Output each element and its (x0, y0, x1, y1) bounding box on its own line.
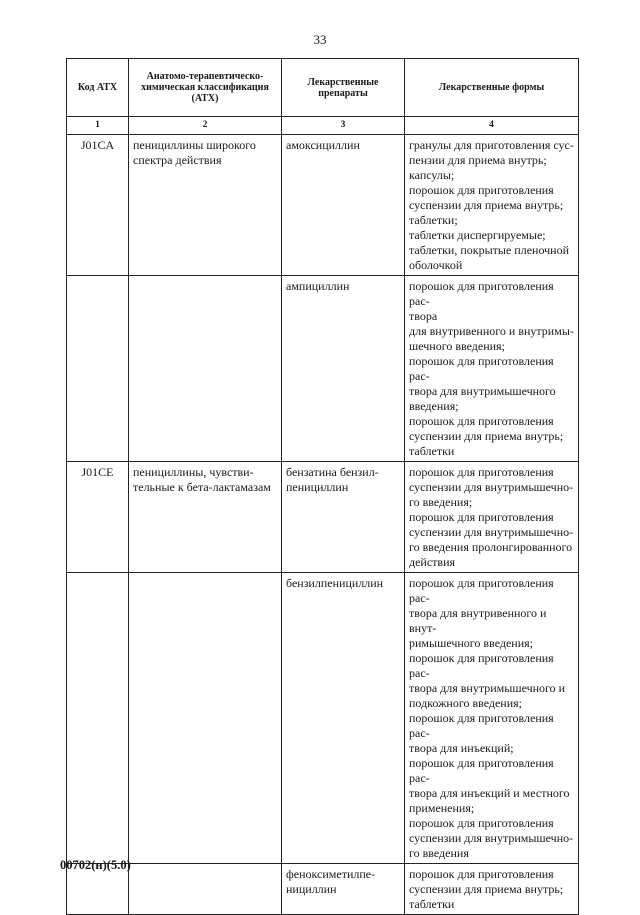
table-row (67, 573, 579, 864)
dosage-form-line: капсулы; (409, 168, 455, 182)
dosage-form-line: подкожного введения; (409, 696, 522, 710)
dosage-forms-cell (405, 573, 579, 864)
classification-cell: пенициллины, чувстви-тельные к бета-лактамазам (129, 462, 282, 573)
dosage-form-line: оболочкой (409, 258, 463, 272)
atc-code-cell (67, 573, 129, 864)
dosage-form-line: суспензии для приема внутрь; (409, 429, 564, 443)
column-number: 2 (129, 117, 282, 135)
dosage-form-line: суспензии для внутримышечно- (409, 480, 574, 494)
drug-cell: амоксициллин (282, 135, 405, 276)
header-atc-code: Код АТХ (67, 59, 129, 117)
column-number: 3 (282, 117, 405, 135)
classification-cell: пенициллины широкого спектра действия (129, 135, 282, 276)
dosage-form-line: порошок для приготовления (409, 816, 554, 830)
dosage-form-line: суспензии для внутримышечно- (409, 525, 574, 539)
dosage-form-line: порошок для приготовления (409, 510, 554, 524)
document-code: 00702(н)(5.0) (60, 858, 131, 872)
drug-table (66, 58, 579, 915)
dosage-form-line: порошок для приготовления рас- (409, 354, 554, 383)
drug-cell: ампициллин (282, 276, 405, 462)
atc-code-cell: J01CE (67, 462, 129, 573)
dosage-forms-cell (405, 276, 579, 462)
table-row (67, 135, 579, 276)
table-row (67, 462, 579, 573)
classification-cell (129, 864, 282, 915)
dosage-form-line: твора (409, 309, 438, 323)
table-header-row (67, 59, 579, 117)
dosage-form-line: твора для внутримышечного (409, 384, 556, 398)
classification-cell (129, 276, 282, 462)
page-number: 33 (313, 32, 327, 47)
dosage-form-line: суспензии для приема внутрь; (409, 882, 564, 896)
dosage-form-line: твора для внутримышечного и (409, 681, 566, 695)
column-number: 1 (67, 117, 129, 135)
atc-code-cell: J01CA (67, 135, 129, 276)
header-dosage-forms: Лекарственные формы (405, 59, 579, 117)
dosage-form-line: применения; (409, 801, 475, 815)
dosage-form-line: суспензии для внутримышечно- (409, 831, 574, 845)
dosage-forms-cell (405, 135, 579, 276)
dosage-form-line: таблетки (409, 897, 455, 911)
column-number: 4 (405, 117, 579, 135)
dosage-form-line: действия (409, 555, 456, 569)
column-number-row (67, 117, 579, 135)
atc-code-cell (67, 276, 129, 462)
table-row (67, 276, 579, 462)
dosage-form-line: пензии для приема внутрь; (409, 153, 547, 167)
dosage-form-line: таблетки (409, 444, 455, 458)
dosage-forms-cell (405, 864, 579, 915)
dosage-form-line: го введения; (409, 495, 473, 509)
dosage-form-line: порошок для приготовления (409, 183, 554, 197)
dosage-form-line: твора для инъекций; (409, 741, 514, 755)
drug-cell: бензилпенициллин (282, 573, 405, 864)
classification-cell (129, 573, 282, 864)
dosage-form-line: суспензии для приема внутрь; (409, 198, 564, 212)
dosage-form-line: гранулы для приготовления сус- (409, 138, 574, 152)
header-drugs: Лекарственные препараты (282, 59, 405, 117)
dosage-form-line: порошок для приготовления (409, 465, 554, 479)
dosage-form-line: го введения пролонгированного (409, 540, 573, 554)
dosage-form-line: порошок для приготовления рас- (409, 576, 554, 605)
dosage-form-line: римышечного введения; (409, 636, 533, 650)
dosage-form-line: для внутривенного и внутримы- (409, 324, 574, 338)
header-atc-classification: Анатомо-терапевтическо-химическая классификация (АТХ) (129, 59, 282, 117)
dosage-form-line: шечного введения; (409, 339, 505, 353)
dosage-form-line: порошок для приготовления (409, 414, 554, 428)
dosage-forms-cell (405, 462, 579, 573)
dosage-form-line: твора для внутривенного и внут- (409, 606, 547, 635)
dosage-form-line: таблетки; (409, 213, 458, 227)
dosage-form-line: твора для инъекций и местного (409, 786, 570, 800)
dosage-form-line: порошок для приготовления (409, 867, 554, 881)
dosage-form-line: порошок для приготовления рас- (409, 651, 554, 680)
table-row (67, 864, 579, 915)
dosage-form-line: таблетки диспергируемые; (409, 228, 546, 242)
drug-cell: феноксиметилпе-нициллин (282, 864, 405, 915)
dosage-form-line: го введения (409, 846, 469, 860)
dosage-form-line: порошок для приготовления рас- (409, 279, 554, 308)
dosage-form-line: порошок для приготовления рас- (409, 711, 554, 740)
dosage-form-line: таблетки, покрытые пленочной (409, 243, 570, 257)
drug-cell: бензатина бензил-пенициллин (282, 462, 405, 573)
dosage-form-line: порошок для приготовления рас- (409, 756, 554, 785)
dosage-form-line: введения; (409, 399, 459, 413)
